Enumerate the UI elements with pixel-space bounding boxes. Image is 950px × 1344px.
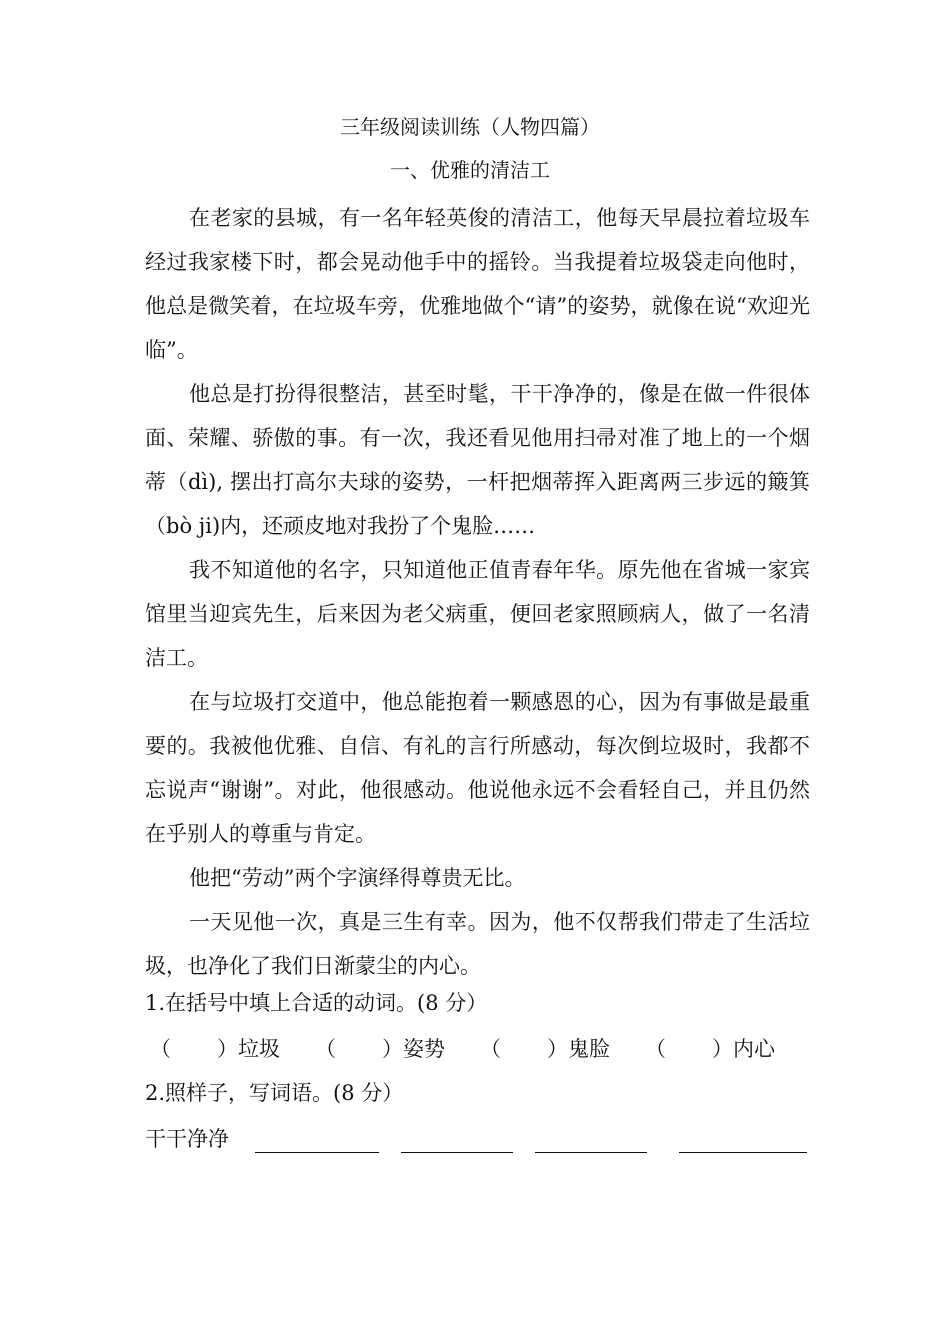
answer-line[interactable] <box>679 1152 807 1153</box>
question-2-prompt: 2.照样子，写词语。(8 分） <box>145 1081 404 1105</box>
bracket-item <box>645 1034 810 1064</box>
question-1-prompt: 1.在括号中填上合适的动词。(8 分） <box>145 991 488 1015</box>
paragraph: 在老家的县城，有一名年轻英俊的清洁工，他每天早晨拉着垃圾车经过我家楼下时，都会晃动他手中的摇铃。当我提着垃圾袋走向他时，他总是微笑着，在垃圾车旁，优雅地做个“请”的姿势，就像在说“欢迎光临”。 <box>145 206 810 362</box>
bracket-word: 内心 <box>733 1037 775 1061</box>
bracket-word: 垃圾 <box>238 1037 280 1061</box>
question-2-example-row <box>145 1124 810 1156</box>
paragraph: 他总是打扮得很整洁，甚至时髦，干干净净的，像是在做一件很体面、荣耀、骄傲的事。有一次，我还看见他用扫帚对准了地上的一个烟蒂（dì), 摆出打高尔夫球的姿势，一杆把烟蒂挥入距离两三步远的簸箕（bò ji)内，还顽皮地对我扮了个鬼脸…… <box>145 382 810 538</box>
paragraph: 在与垃圾打交道中，他总能抱着一颗感恩的心，因为有事做是最重要的。我被他优雅、自信、有礼的言行所感动，每次倒垃圾时，我都不忘说声“谢谢”。对此，他很感动。他说他永远不会看轻自己，并且仍然在乎别人的尊重与肯定。 <box>145 690 810 846</box>
answer-line[interactable] <box>401 1152 513 1153</box>
bracket-item <box>480 1034 645 1064</box>
example-word: 干干净净 <box>145 1127 229 1151</box>
close-bracket: ） <box>217 1037 238 1061</box>
question-1-items <box>150 1034 810 1064</box>
open-bracket: （ <box>315 1037 336 1061</box>
paragraph: 他把“劳动”两个字演绎得尊贵无比。 <box>189 866 526 890</box>
reading-passage <box>145 196 810 988</box>
answer-line[interactable] <box>255 1152 379 1153</box>
document-title: 三年级阅读训练（人物四篇） <box>340 115 600 139</box>
bracket-item <box>315 1034 480 1064</box>
paragraph: 一天见他一次，真是三生有幸。因为，他不仅帮我们带走了生活垃圾，也净化了我们日渐蒙尘的内心。 <box>145 910 810 978</box>
close-bracket: ） <box>547 1037 568 1061</box>
paragraph: 我不知道他的名字，只知道他正值青春年华。原先他在省城一家宾馆里当迎宾先生，后来因为老父病重，便回老家照顾病人，做了一名清洁工。 <box>145 558 810 670</box>
open-bracket: （ <box>480 1037 501 1061</box>
answer-line[interactable] <box>535 1152 647 1153</box>
open-bracket: （ <box>645 1037 666 1061</box>
open-bracket: （ <box>150 1037 171 1061</box>
bracket-word: 姿势 <box>403 1037 445 1061</box>
close-bracket: ） <box>712 1037 733 1061</box>
bracket-item <box>150 1034 315 1064</box>
section-title: 一、优雅的清洁工 <box>390 158 550 182</box>
bracket-word: 鬼脸 <box>568 1037 610 1061</box>
close-bracket: ） <box>382 1037 403 1061</box>
